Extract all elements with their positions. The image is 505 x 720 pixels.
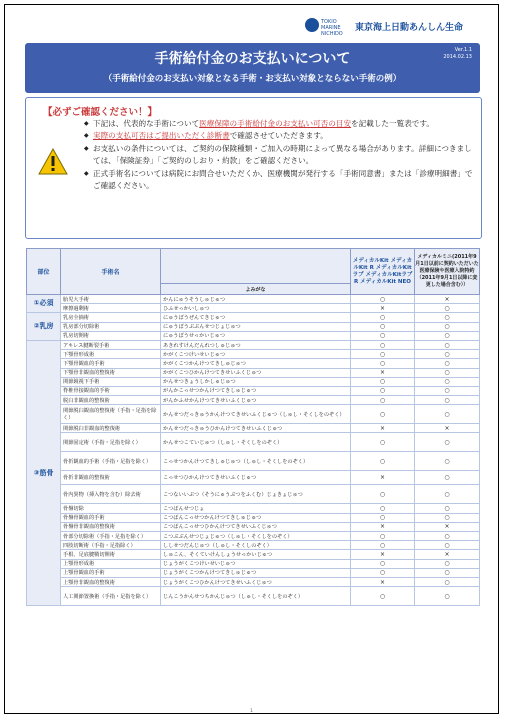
plan-b-cell: ○ — [415, 405, 480, 424]
plan-b-cell: ○ — [415, 587, 480, 606]
plan-b-cell: ○ — [415, 331, 480, 340]
plan-a-cell: ○ — [351, 340, 415, 349]
plan-b-cell: ○ — [415, 396, 480, 405]
table-row — [27, 359, 480, 368]
notice-heading: 【必ずご確認ください！】 — [43, 107, 158, 118]
plan-b-cell: ○ — [415, 577, 480, 586]
surgery-name-cell: 手根、足底腱鞘切開術 — [61, 550, 161, 559]
version-label: Ver.1.1 — [454, 47, 472, 53]
table-row — [27, 471, 480, 485]
part-cell: ②乳房 — [27, 313, 61, 341]
plan-a-cell: ○ — [351, 513, 415, 522]
reading-cell: しゅこん、そくていけんしょうせっかいじゅつ — [161, 550, 351, 559]
surgery-name-cell: アキレス腱断裂手術 — [61, 340, 161, 349]
company-logo — [305, 18, 495, 36]
surgery-name-cell: 上顎骨形成術 — [61, 559, 161, 568]
part-cell: ①必須 — [27, 295, 61, 313]
surgery-name-cell: 下顎骨非観血的整復術 — [61, 368, 161, 377]
table-row — [27, 350, 480, 359]
plan-a-cell: ○ — [351, 568, 415, 577]
surgery-name-cell: 四肢切断術（手指・足指除く） — [61, 541, 161, 550]
surgery-name-cell: 骨盤骨非観血的整復術 — [61, 522, 161, 531]
table-row — [27, 577, 480, 586]
surgery-name-cell: 骨部分切除術（手指・足指を除く） — [61, 532, 161, 541]
table-row — [27, 368, 480, 377]
plan-b-cell: ○ — [415, 377, 480, 386]
plan-b-cell: ○ — [415, 359, 480, 368]
reading-cell: がんかふせかんけつてきせいふくじゅつ — [161, 396, 351, 405]
reading-cell: じょうがくこつひかんけつてきせいふくじゅつ — [161, 577, 351, 586]
plan-b-cell: ○ — [415, 386, 480, 395]
plan-b-cell: ○ — [415, 513, 480, 522]
table-row — [27, 295, 480, 304]
reading-cell: あきれすけんだんれつしゅじゅつ — [161, 340, 351, 349]
table-row — [27, 340, 480, 349]
header-blank — [161, 249, 351, 284]
plan-b-cell: × — [415, 522, 480, 531]
surgery-name-cell: 上顎骨観血的手術 — [61, 568, 161, 577]
table-row — [27, 377, 480, 386]
plan-a-cell: ○ — [351, 350, 415, 359]
surgery-name-cell: 脱臼非観血的整復術 — [61, 396, 161, 405]
plan-b-cell: ○ — [415, 485, 480, 504]
plan-a-cell: × — [351, 471, 415, 485]
plan-a-cell: ○ — [351, 405, 415, 424]
plan-b-cell: ○ — [415, 532, 480, 541]
plan-a-cell: ○ — [351, 541, 415, 550]
table-row — [27, 313, 480, 322]
page-title: 手術給付金のお支払いについて — [154, 51, 351, 67]
surgery-name-cell: 人工関節置換術（手指・足指を除く） — [61, 587, 161, 606]
table-row — [27, 433, 480, 452]
reading-cell: こつぶぶんせつじょじゅつ（しゅし・そくしをのぞく） — [161, 532, 351, 541]
surgery-name-cell: 骨折観血的手術（手指・足指を除く） — [61, 452, 161, 471]
logo-english-text: TOKIO MARINE NICHIDO — [321, 19, 343, 37]
plan-a-cell: ○ — [351, 504, 415, 513]
plan-a-cell: ○ — [351, 295, 415, 304]
header-part: 部位 — [27, 249, 61, 295]
reading-cell: かんにゅうそうしゅじゅつ — [161, 295, 351, 304]
reading-cell: こつばんせつじょ — [161, 504, 351, 513]
surgery-name-cell: 関節脱臼観血的整復術（手指・足指を除く） — [61, 405, 161, 424]
table-row — [27, 559, 480, 568]
plan-a-cell: × — [351, 522, 415, 531]
table-row — [27, 322, 480, 331]
plan-a-cell: ○ — [351, 322, 415, 331]
table-row — [27, 405, 480, 424]
surgery-name-cell: 胎児大手術 — [61, 295, 161, 304]
reading-cell: こつばんこっせつかんけつてきしゅじゅつ — [161, 513, 351, 522]
logo-japanese-text: 東京海上日動あんしん生命 — [355, 23, 464, 33]
plan-a-cell: ○ — [351, 532, 415, 541]
table-row — [27, 522, 480, 531]
table-row — [27, 587, 480, 606]
surgery-name-cell: 乳房部分切除術 — [61, 322, 161, 331]
header-surgery-name: 手術名 — [61, 249, 161, 295]
table-row — [27, 532, 480, 541]
table-row — [27, 513, 480, 522]
reading-cell: かがくこつけいせいじゅつ — [161, 350, 351, 359]
version-info — [443, 47, 472, 61]
plan-a-cell: ○ — [351, 433, 415, 452]
plan-a-cell: × — [351, 577, 415, 586]
plan-b-cell: ○ — [415, 313, 480, 322]
table-header-row — [27, 249, 480, 284]
plan-b-cell: ○ — [415, 433, 480, 452]
surgery-name-cell: 乳房全摘術 — [61, 313, 161, 322]
surgery-name-cell: 下顎骨観血的手術 — [61, 359, 161, 368]
reading-cell: こっせつかんけつてきしゅじゅつ（しゅし・そくしをのぞく） — [161, 452, 351, 471]
plan-b-cell: ○ — [415, 559, 480, 568]
reading-cell: じんこうかんせつちかんじゅつ（しゅし・そくしをのぞく） — [161, 587, 351, 606]
table-row — [27, 424, 480, 433]
surgery-name-cell: 骨内異物（挿入物を含む）除去術 — [61, 485, 161, 504]
table-row — [27, 452, 480, 471]
plan-a-cell: ○ — [351, 359, 415, 368]
plan-b-cell: × — [415, 550, 480, 559]
reading-cell: かんせつだっきゅうかんけつてきせいふくじゅつ（しゅし・そくしをのぞく） — [161, 405, 351, 424]
plan-a-cell: ○ — [351, 452, 415, 471]
plan-a-cell: ○ — [351, 313, 415, 322]
reading-cell: にゅうぼうぜんてきじゅつ — [161, 313, 351, 322]
table-row — [27, 396, 480, 405]
surgery-name-cell: 下顎骨形成術 — [61, 350, 161, 359]
plan-b-cell: ○ — [415, 350, 480, 359]
plan-b-cell: ○ — [415, 452, 480, 471]
table-row — [27, 485, 480, 504]
reading-cell: がんかこっせつかんけつてきしゅじゅつ — [161, 386, 351, 395]
reading-cell: こつないいぶつ（そうにゅうぶつをふくむ）じょきょじゅつ — [161, 485, 351, 504]
plan-a-cell: ○ — [351, 587, 415, 606]
plan-b-cell: ○ — [415, 304, 480, 313]
table-row — [27, 304, 480, 313]
reading-cell: にゅうぼうぶぶんせつじょじゅつ — [161, 322, 351, 331]
logo-mark-icon — [305, 18, 319, 32]
table-row — [27, 386, 480, 395]
plan-a-cell: ○ — [351, 386, 415, 395]
surgery-name-cell: 骨盤骨観血的手術 — [61, 513, 161, 522]
table-row — [27, 541, 480, 550]
plan-a-cell: × — [351, 424, 415, 433]
reading-cell: こっせつひかんけつてきせいふくじゅつ — [161, 471, 351, 485]
reading-cell: かがくこつひかんけつてきせいふくじゅつ — [161, 368, 351, 377]
notice-item: ◆ 実際の支払可否はご提出いただく診断書で確認させていただきます。 — [84, 130, 474, 142]
plan-a-cell: ○ — [351, 377, 415, 386]
table-body — [27, 295, 480, 606]
warning-icon — [38, 148, 68, 179]
surgery-name-cell: 脊椎骨接観血的手術 — [61, 386, 161, 395]
plan-a-cell: ○ — [351, 331, 415, 340]
table-row — [27, 504, 480, 513]
plan-b-cell: × — [415, 295, 480, 304]
table-row — [27, 568, 480, 577]
title-banner — [25, 43, 480, 93]
part-cell: ③筋骨 — [27, 340, 61, 605]
notice-item: ◆ 下記は、代表的な手術について医療保障の手術給付金のお支払い可否の目安を記載した一覧表です。 — [84, 118, 474, 130]
reading-cell: こつばんこっせつひかんけつてきせいふくじゅつ — [161, 522, 351, 531]
surgery-name-cell: 関節固定術（手指・足指を除く） — [61, 433, 161, 452]
surgery-table — [26, 248, 480, 606]
plan-b-cell: ○ — [415, 322, 480, 331]
reading-cell: にゅうぼうせっかいじゅつ — [161, 331, 351, 340]
version-date: 2014.02.13 — [443, 54, 472, 60]
header-reading: よみがな — [161, 284, 351, 295]
surgery-name-cell: 上顎骨非観血的整復術 — [61, 577, 161, 586]
reading-cell: かんせつきょうしかしゅじゅつ — [161, 377, 351, 386]
header-plan-b: メディカルミニ(2011年9月1日以前に契約いただいた医療保険や医療入院特約（2011年9月1日以降に変更した場合含む）） — [415, 249, 480, 295]
reading-cell: じょうがくこつけいせいじゅつ — [161, 559, 351, 568]
plan-a-cell: ○ — [351, 559, 415, 568]
table-row — [27, 550, 480, 559]
surgery-name-cell: 骨盤切除 — [61, 504, 161, 513]
plan-a-cell: × — [351, 550, 415, 559]
reading-cell: かがくこつかんけつてきしゅじゅつ — [161, 359, 351, 368]
header-plan-a: メディカルKit メディカルKit R メディカルKitラブ メディカルKitラブR メディカルKit NEO — [351, 249, 415, 295]
surgery-name-cell: 関節鏡視下手術 — [61, 377, 161, 386]
plan-a-cell: × — [351, 304, 415, 313]
plan-a-cell: × — [351, 368, 415, 377]
plan-b-cell: ○ — [415, 504, 480, 513]
plan-b-cell: ○ — [415, 541, 480, 550]
plan-a-cell: ○ — [351, 485, 415, 504]
reading-cell: かんせつこていじゅつ（しゅし・そくしをのぞく） — [161, 433, 351, 452]
notice-item: ◆ お支払いの条件については、ご契約の保険種類・ご加入の時期によって異なる場合があります。詳細につきましては、「保険証券」「ご契約のしおり・約款」をご確認ください。 — [84, 143, 474, 168]
plan-b-cell: × — [415, 424, 480, 433]
reading-cell: ししせつだんじゅつ（しゅし・そくしのぞく） — [161, 541, 351, 550]
plan-b-cell: ○ — [415, 368, 480, 377]
reading-cell: じょうがくこつかんけつてきしゅじゅつ — [161, 568, 351, 577]
document-page — [4, 4, 499, 714]
notice-list — [84, 118, 474, 192]
reading-cell: かんせつだっきゅうひかんけつてきせいふくじゅつ — [161, 424, 351, 433]
plan-b-cell: ○ — [415, 568, 480, 577]
page-subtitle: （手術給付金のお支払い対象となる手術・お支払い対象とならない手術の例） — [103, 74, 402, 84]
table-row — [27, 331, 480, 340]
surgery-name-cell: 骨折非観血的整復術 — [61, 471, 161, 485]
plan-b-cell: ○ — [415, 340, 480, 349]
notice-box — [25, 97, 482, 239]
plan-a-cell: ○ — [351, 396, 415, 405]
surgery-name-cell: 摩擦過剰術 — [61, 304, 161, 313]
surgery-name-cell: 乳房切開術 — [61, 331, 161, 340]
surgery-name-cell: 関節脱臼非観血的整復術 — [61, 424, 161, 433]
page-number: 1 — [250, 708, 253, 713]
plan-b-cell: ○ — [415, 471, 480, 485]
reading-cell: ひふせっかいしゅつ — [161, 304, 351, 313]
notice-item: ◆ 正式手術名については病院にお問合せいただくか、医療機関が発行する「手術同意書」または「診療明細書」でご確認ください。 — [84, 168, 474, 193]
